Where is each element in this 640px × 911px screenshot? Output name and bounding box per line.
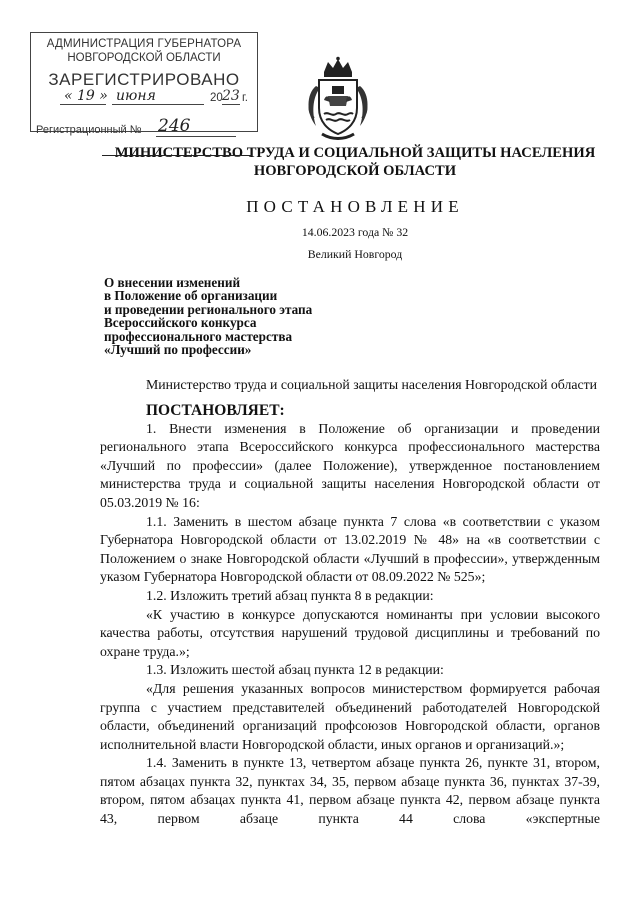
stamp-reg-label: Регистрационный №: [36, 124, 142, 136]
body-paragraph: 1. Внести изменения в Положение об организации и проведении регионального этапа Всероссийского конкурса профессионального мастерства «Лучший по профессии» (далее Положение), утвержденное постановлением министерства труда и социальной защиты населения Новгородской области от 05.03.2019 № 16:: [100, 420, 600, 510]
body-paragraph: «К участию в конкурсе допускаются номинанты при условии высокого качества работы, отсутствия нарушений трудовой дисциплины и требований по охране труда.»;: [100, 606, 600, 659]
body-paragraph: 1.1. Заменить в шестом абзаце пункта 7 слова «в соответствии с указом Губернатора Новгородской области от 13.02.2019 № 48» на «в соответствии с Положением о знаке Новгородской области «Лучший в профессии», утвержденным указом Губернатора Новгородской области от 08.09.2022 № 525»;: [100, 513, 600, 585]
preamble-paragraph: Министерство труда и социальной защиты населения Новгородской области: [146, 377, 598, 392]
document-type: ПОСТАНОВЛЕНИЕ: [246, 197, 464, 216]
stamp-line2: НОВГОРОДСКОЙ ОБЛАСТИ: [67, 52, 221, 64]
document-body: [100, 376, 600, 829]
stamp-year-prefix: 20: [210, 92, 223, 104]
body-paragraph: 1.3. Изложить шестой абзац пункта 12 в редакции:: [146, 662, 444, 678]
stamp-year-suffix: 23: [222, 88, 240, 104]
body-paragraph: «Для решения указанных вопросов министерством формируется рабочая группа с участием представителей объединений работодателей Новгородской области, объединений организаций профсоюзов Новгородской области, органов исполнительной власти Новгородской области, иных органов и организаций.»;: [100, 680, 600, 752]
subject-line: профессионального мастерства: [104, 328, 293, 344]
stamp-month-line: [112, 104, 204, 105]
document-subject: [104, 276, 424, 356]
stamp-year-line: [222, 104, 240, 105]
subject-line: «Лучший по профессии»: [104, 342, 252, 358]
ministry-name: [100, 144, 610, 180]
stamp-reg-line: [156, 136, 236, 137]
stamp-overlap-line: [102, 155, 252, 156]
document-city: Великий Новгород: [307, 247, 403, 261]
stamp-year-g: г.: [242, 92, 248, 104]
registration-stamp: [30, 32, 258, 144]
stamp-day: « 19 »: [64, 88, 108, 104]
body-paragraph: 1.2. Изложить третий абзац пункта 8 в редакции:: [146, 587, 434, 603]
ministry-line2: НОВГОРОДСКОЙ ОБЛАСТИ: [253, 163, 457, 179]
subject-line: Всероссийского конкурса: [104, 315, 257, 331]
decree-heading: ПОСТАНОВЛЯЕТ:: [146, 401, 285, 419]
stamp-line1: АДМИНИСТРАЦИЯ ГУБЕРНАТОРА: [46, 38, 242, 50]
body-paragraph: 1.4. Заменить в пункте 13, четвертом абзаце пункта 26, пункте 31, втором, пятом абзацах пункта 32, пунктах 34, 35, первом абзаце пункта 36, пунктах 37-39, втором, пятом абзацах пункта 41, первом абзаце пункта 42, первом абзаце пункта 43, первом абзаце пункта 44 слова «экспертные: [100, 755, 600, 827]
document-date: 14.06.2023 года № 32: [301, 225, 409, 239]
subject-line: и проведении регионального этапа: [104, 301, 313, 317]
stamp-month: июня: [116, 88, 156, 104]
stamp-day-line: [60, 104, 106, 105]
coat-of-arms-icon: [302, 56, 374, 142]
subject-line: в Положение об организации: [104, 288, 278, 304]
ministry-line1: МИНИСТЕРСТВО ТРУДА И СОЦИАЛЬНОЙ ЗАЩИТЫ НАСЕЛЕНИЯ: [114, 145, 596, 161]
stamp-registered: ЗАРЕГИСТРИРОВАНО: [48, 70, 240, 89]
stamp-reg-number: 246: [158, 116, 191, 136]
subject-line: О внесении изменений: [104, 275, 241, 290]
